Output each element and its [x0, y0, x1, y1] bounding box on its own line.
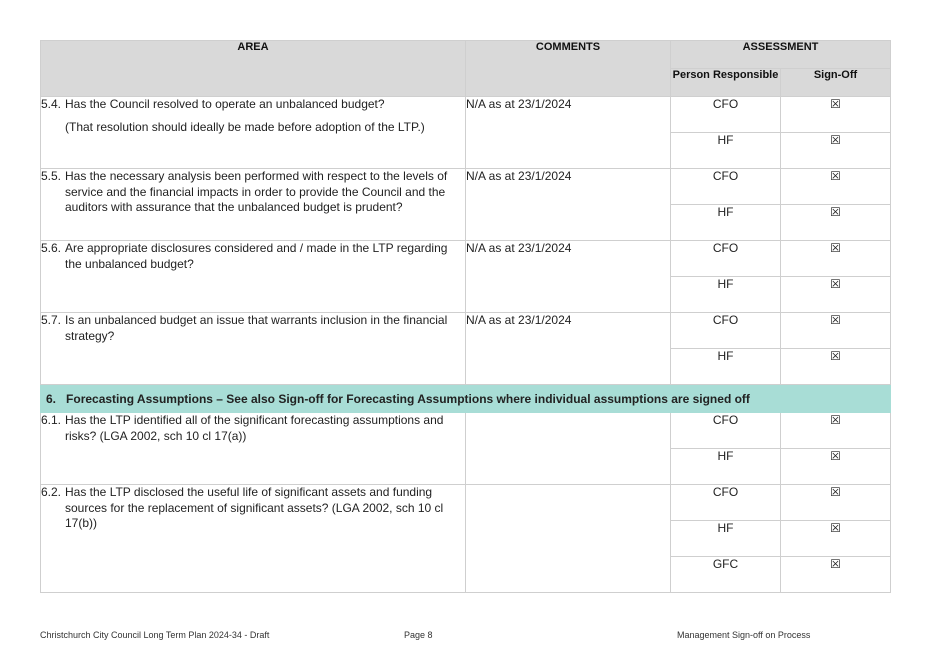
footer-document-title: Christchurch City Council Long Term Plan 2024-34 - Draft: [40, 630, 270, 640]
question-text: Has the LTP identified all of the significant forecasting assumptions and risks? (LGA 2002, sch 10 cl 17(a)): [65, 413, 444, 443]
question-number: 5.6.: [41, 241, 62, 255]
comment-cell: [466, 413, 671, 485]
person-responsible-header: Person Responsible: [671, 69, 781, 97]
question-number: 5.4.: [41, 97, 62, 111]
sign-off-checkbox[interactable]: ☒: [781, 169, 891, 205]
question-cell: [41, 169, 466, 241]
comment-cell: [466, 485, 671, 593]
person-responsible: HF: [671, 521, 781, 557]
section-row: [41, 385, 891, 413]
sign-off-checkbox[interactable]: ☒: [781, 557, 891, 593]
question-number: 6.1.: [41, 413, 62, 427]
sign-off-table: [40, 40, 891, 593]
question-number: 5.7.: [41, 313, 62, 327]
person-responsible: HF: [671, 277, 781, 313]
comment-cell: N/A as at 23/1/2024: [466, 97, 671, 169]
sign-off-checkbox[interactable]: ☒: [781, 205, 891, 241]
assessment-header: ASSESSMENT: [671, 41, 891, 69]
sign-off-checkbox[interactable]: ☒: [781, 485, 891, 521]
person-responsible: GFC: [671, 557, 781, 593]
footer-page-number: Page 8: [404, 630, 433, 640]
table-row: [41, 313, 891, 349]
comment-cell: N/A as at 23/1/2024: [466, 241, 671, 313]
person-responsible: HF: [671, 349, 781, 385]
question-cell: [41, 313, 466, 385]
sign-off-checkbox[interactable]: ☒: [781, 241, 891, 277]
question-text: Has the necessary analysis been performed with respect to the levels of service and the financial impacts in order to provide the Council and the auditors with assurance that the unbalanced budget is prudent?: [65, 169, 448, 214]
sign-off-checkbox[interactable]: ☒: [781, 97, 891, 133]
question-text: Is an unbalanced budget an issue that warrants inclusion in the financial strategy?: [65, 313, 448, 343]
person-responsible: CFO: [671, 313, 781, 349]
person-responsible: CFO: [671, 485, 781, 521]
sign-off-checkbox[interactable]: ☒: [781, 133, 891, 169]
question-cell: [41, 485, 466, 593]
section-number: 6.: [46, 391, 57, 406]
person-responsible: CFO: [671, 241, 781, 277]
person-responsible: HF: [671, 449, 781, 485]
table-row: [41, 169, 891, 205]
comments-header: COMMENTS: [466, 41, 671, 97]
comment-cell: N/A as at 23/1/2024: [466, 169, 671, 241]
table-row: [41, 97, 891, 133]
question-text: Has the LTP disclosed the useful life of significant assets and funding sources for the replacement of significant assets? (LGA 2002, sch 10 cl 17(b)): [65, 485, 444, 530]
question-text: Has the Council resolved to operate an unbalanced budget?: [65, 97, 385, 111]
question-text: Are appropriate disclosures considered and / made in the LTP regarding the unbalanced budget?: [65, 241, 448, 271]
sign-off-checkbox[interactable]: ☒: [781, 277, 891, 313]
question-note: (That resolution should ideally be made before adoption of the LTP.): [65, 119, 425, 134]
question-cell: [41, 241, 466, 313]
question-number: 6.2.: [41, 485, 62, 499]
question-number: 5.5.: [41, 169, 62, 183]
sign-off-checkbox[interactable]: ☒: [781, 413, 891, 449]
table-row: [41, 241, 891, 277]
person-responsible: CFO: [671, 413, 781, 449]
question-cell: [41, 97, 466, 169]
comment-cell: N/A as at 23/1/2024: [466, 313, 671, 385]
person-responsible: CFO: [671, 169, 781, 205]
question-cell: [41, 413, 466, 485]
area-header: AREA: [41, 41, 466, 97]
sign-off-checkbox[interactable]: ☒: [781, 449, 891, 485]
sign-off-header: Sign-Off: [781, 69, 891, 97]
person-responsible: CFO: [671, 97, 781, 133]
section-title: Forecasting Assumptions – See also Sign-off for Forecasting Assumptions where individual assumptions are signed off: [66, 391, 750, 406]
footer-section-title: Management Sign-off on Process: [677, 630, 811, 640]
sign-off-checkbox[interactable]: ☒: [781, 521, 891, 557]
table-row: [41, 485, 891, 521]
section-heading: [41, 385, 891, 413]
table-row: [41, 413, 891, 449]
person-responsible: HF: [671, 205, 781, 241]
sign-off-checkbox[interactable]: ☒: [781, 313, 891, 349]
person-responsible: HF: [671, 133, 781, 169]
sign-off-checkbox[interactable]: ☒: [781, 349, 891, 385]
